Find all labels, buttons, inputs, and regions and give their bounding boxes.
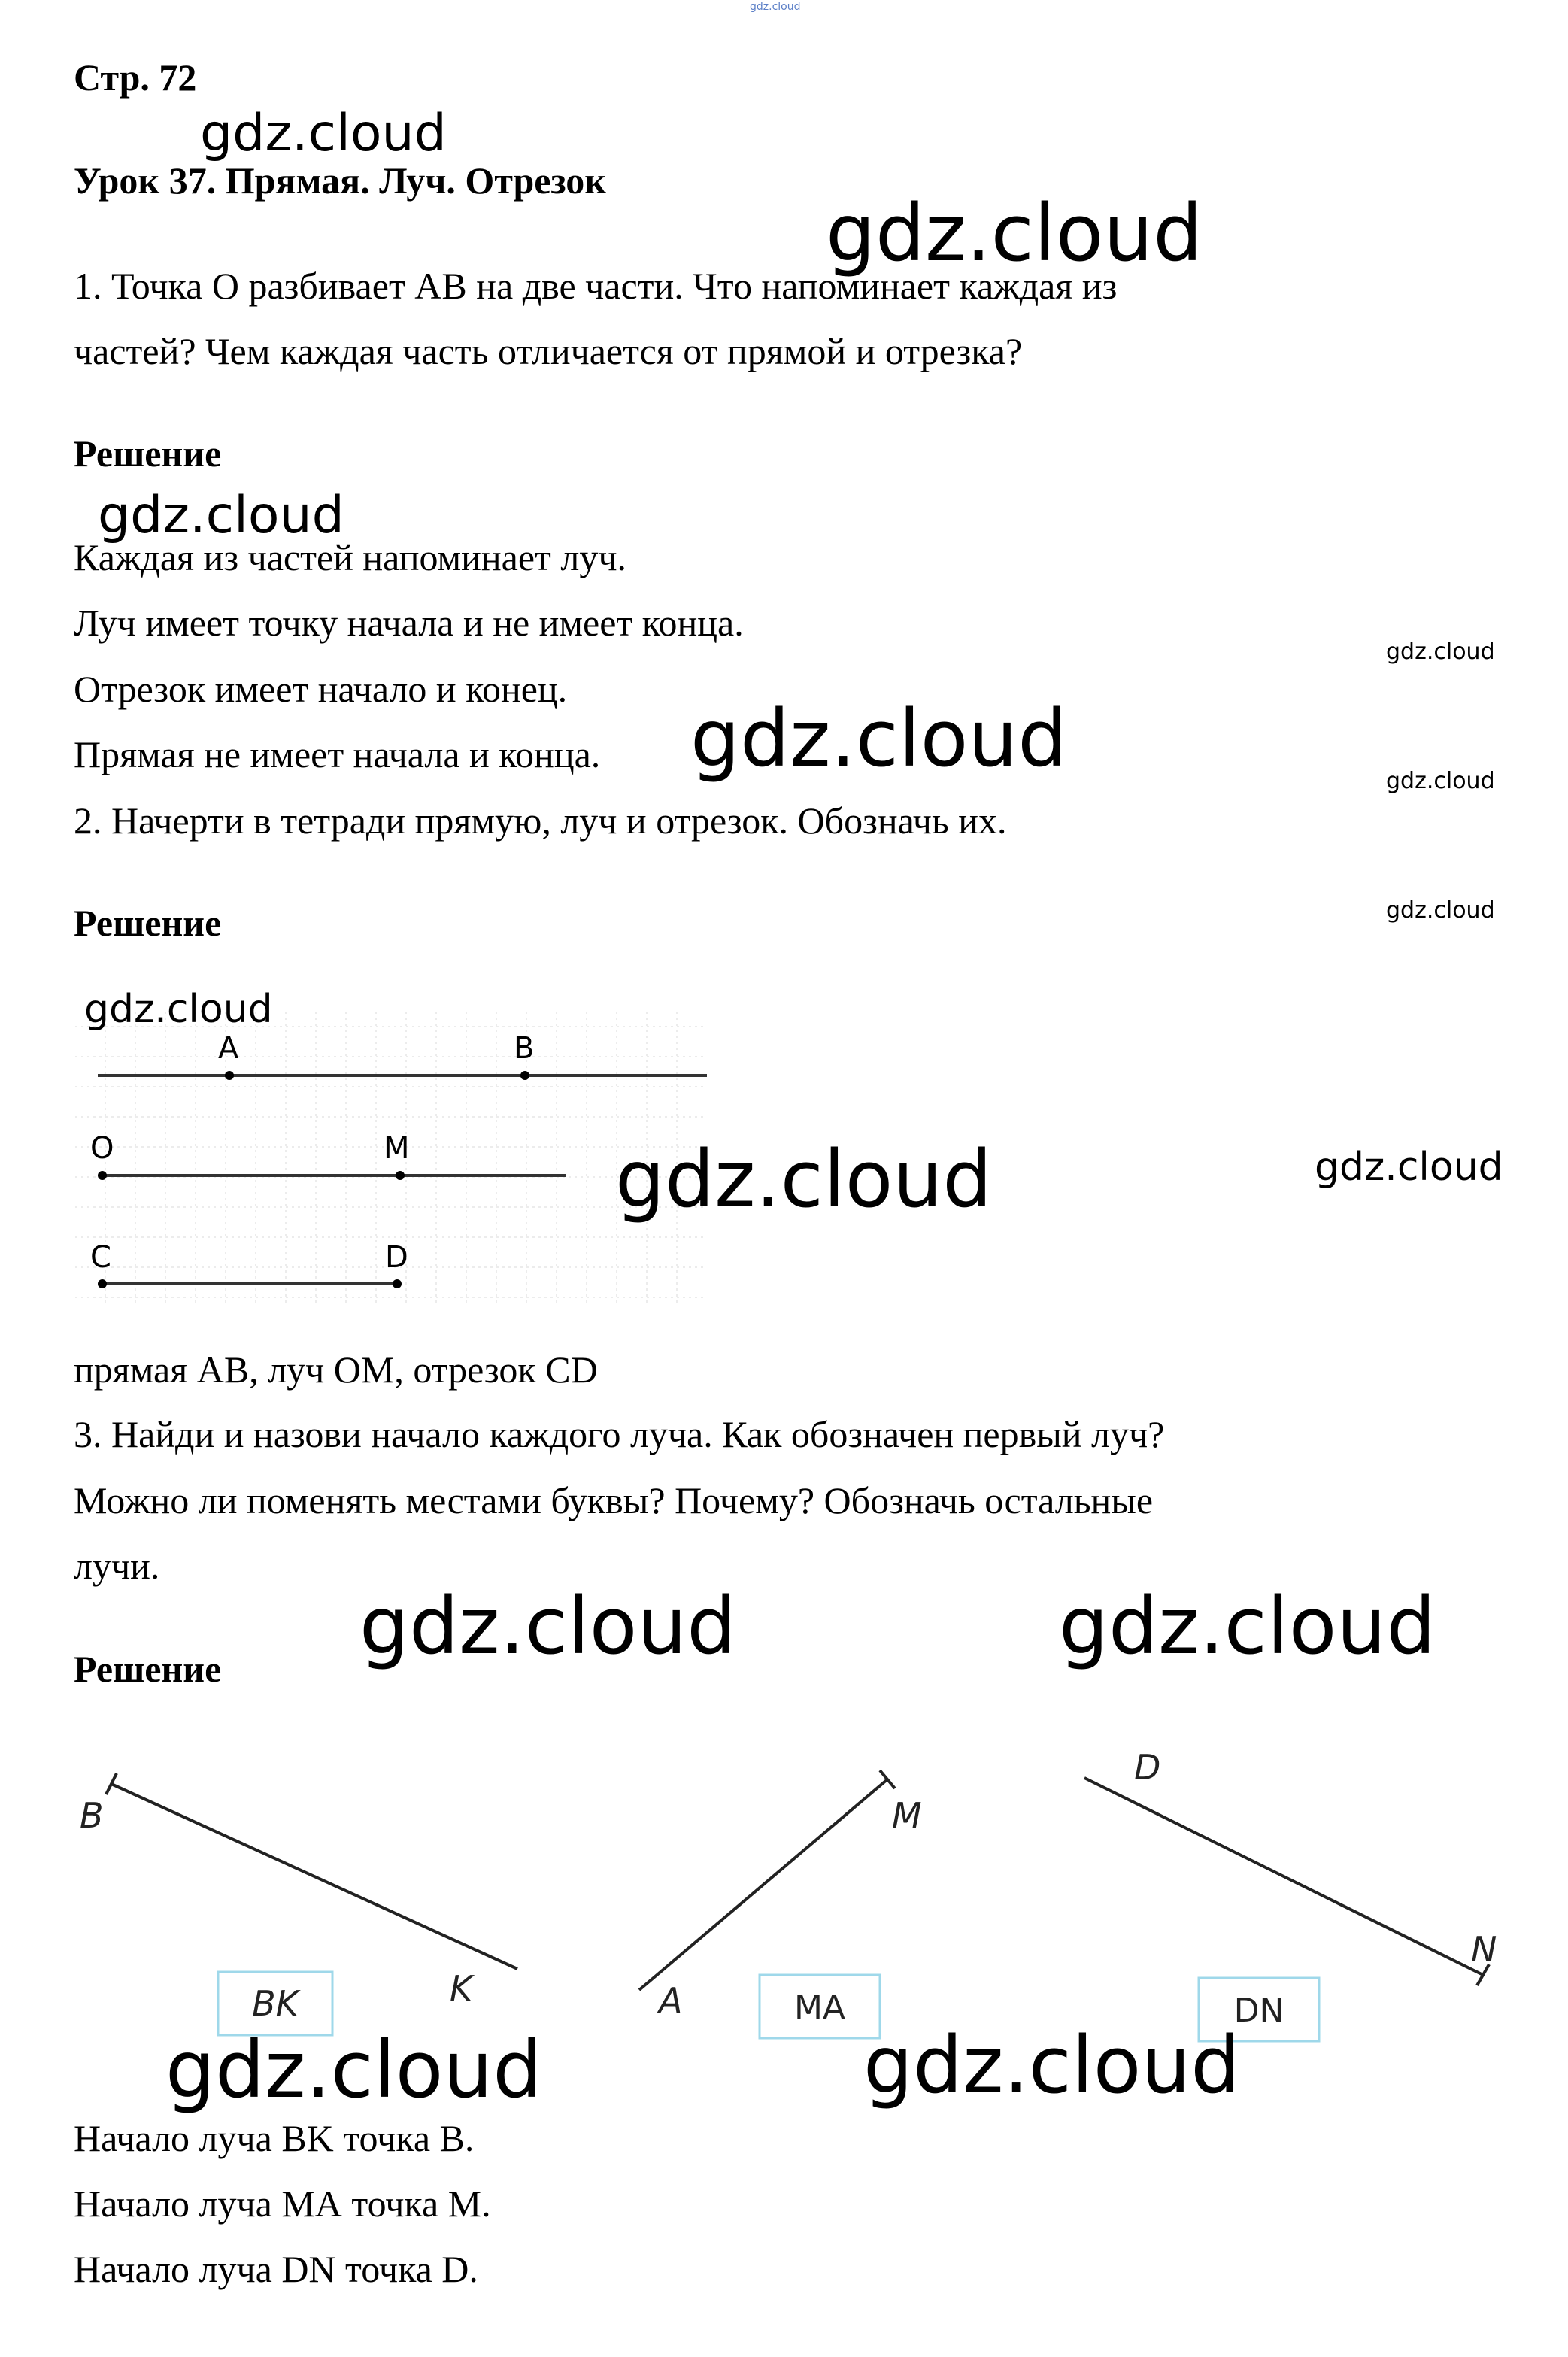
watermark: gdz.cloud bbox=[1386, 897, 1495, 924]
label-n: D bbox=[1134, 1747, 1161, 1788]
lesson-title: Урок 37. Прямая. Луч. Отрезок bbox=[74, 159, 607, 202]
task3-line2: Можно ли поменять местами буквы? Почему? Обозначь остальные bbox=[74, 1479, 1154, 1521]
point-a bbox=[225, 1071, 234, 1080]
watermark: gdz.cloud bbox=[84, 987, 273, 1032]
ray-bk-start-tick bbox=[106, 1773, 117, 1794]
label-o: O bbox=[90, 1131, 114, 1166]
task1-answer-3: Отрезок имеет начало и конец. bbox=[74, 668, 568, 710]
task3-line3: лучи. bbox=[74, 1545, 160, 1587]
page-number: Стр. 72 bbox=[74, 56, 197, 99]
task2-line1: 2. Начерти в тетради прямую, луч и отрезок. Обозначь их. bbox=[74, 799, 1007, 842]
task1-answer-4: Прямая не имеет начала и конца. bbox=[74, 733, 601, 775]
task3-answer-1: Начало луча ВK точка B. bbox=[74, 2117, 475, 2159]
watermark: gdz.cloud bbox=[98, 486, 344, 545]
task3-solution-title: Решение bbox=[74, 1648, 222, 1690]
ray-dn bbox=[1084, 1778, 1483, 1975]
watermark: gdz.cloud bbox=[826, 187, 1203, 279]
watermark: gdz.cloud bbox=[1059, 1580, 1436, 1672]
point-m bbox=[396, 1171, 405, 1180]
watermark: gdz.cloud bbox=[690, 693, 1068, 784]
watermark: gdz.cloud bbox=[1386, 768, 1495, 794]
task3-answer-2: Начало луча МА точка М. bbox=[74, 2183, 491, 2225]
watermark: gdz.cloud bbox=[359, 1580, 737, 1672]
label-b: B bbox=[80, 1795, 104, 1836]
task1-solution-title: Решение bbox=[74, 432, 222, 475]
label-a: A bbox=[218, 1031, 239, 1066]
point-b bbox=[520, 1071, 529, 1080]
task1-line1: 1. Точка О разбивает АВ на две части. Что напоминает каждая из bbox=[74, 265, 1118, 307]
label-k: K bbox=[450, 1968, 473, 2009]
label-m: M bbox=[384, 1131, 410, 1166]
watermark: gdz.cloud bbox=[863, 2019, 1241, 2111]
watermark: gdz.cloud bbox=[1315, 1145, 1503, 1190]
ray-ma bbox=[639, 1779, 887, 1990]
watermark: gdz.cloud bbox=[200, 104, 447, 163]
point-o bbox=[98, 1171, 107, 1180]
task3-line1: 3. Найди и назови начало каждого луча. Как обозначен первый луч? bbox=[74, 1413, 1165, 1455]
label-a: A bbox=[659, 1980, 683, 2021]
ray-bk bbox=[111, 1784, 517, 1969]
task1-answer-2: Луч имеет точку начала и не имеет конца. bbox=[74, 602, 744, 644]
label-b: B bbox=[514, 1031, 535, 1066]
box-ma-label: MA bbox=[793, 1988, 846, 2027]
task2-answer: прямая АВ, луч ОМ, отрезок CD bbox=[74, 1348, 598, 1391]
watermark: gdz.cloud bbox=[615, 1133, 993, 1225]
point-c bbox=[98, 1279, 107, 1288]
watermark: gdz.cloud bbox=[165, 2024, 543, 2116]
rays-figure bbox=[68, 1730, 1519, 2046]
label-d: D bbox=[385, 1240, 408, 1275]
watermark-tiny: gdz.cloud bbox=[750, 1, 801, 13]
task3-answer-3: Начало луча DN точка D. bbox=[74, 2248, 478, 2290]
label-c: C bbox=[90, 1240, 111, 1275]
label-d: N bbox=[1471, 1929, 1497, 1970]
task1-answer-1: Каждая из частей напоминает луч. bbox=[74, 536, 626, 578]
point-d bbox=[393, 1279, 402, 1288]
watermark: gdz.cloud bbox=[1386, 639, 1495, 665]
task2-solution-title: Решение bbox=[74, 902, 222, 944]
task1-line2: частей? Чем каждая часть отличается от прямой и отрезка? bbox=[74, 330, 1023, 372]
label-m: M bbox=[892, 1795, 922, 1836]
box-bk-label: BK bbox=[252, 1983, 299, 2024]
box-dn-label: DN bbox=[1233, 1991, 1284, 2030]
